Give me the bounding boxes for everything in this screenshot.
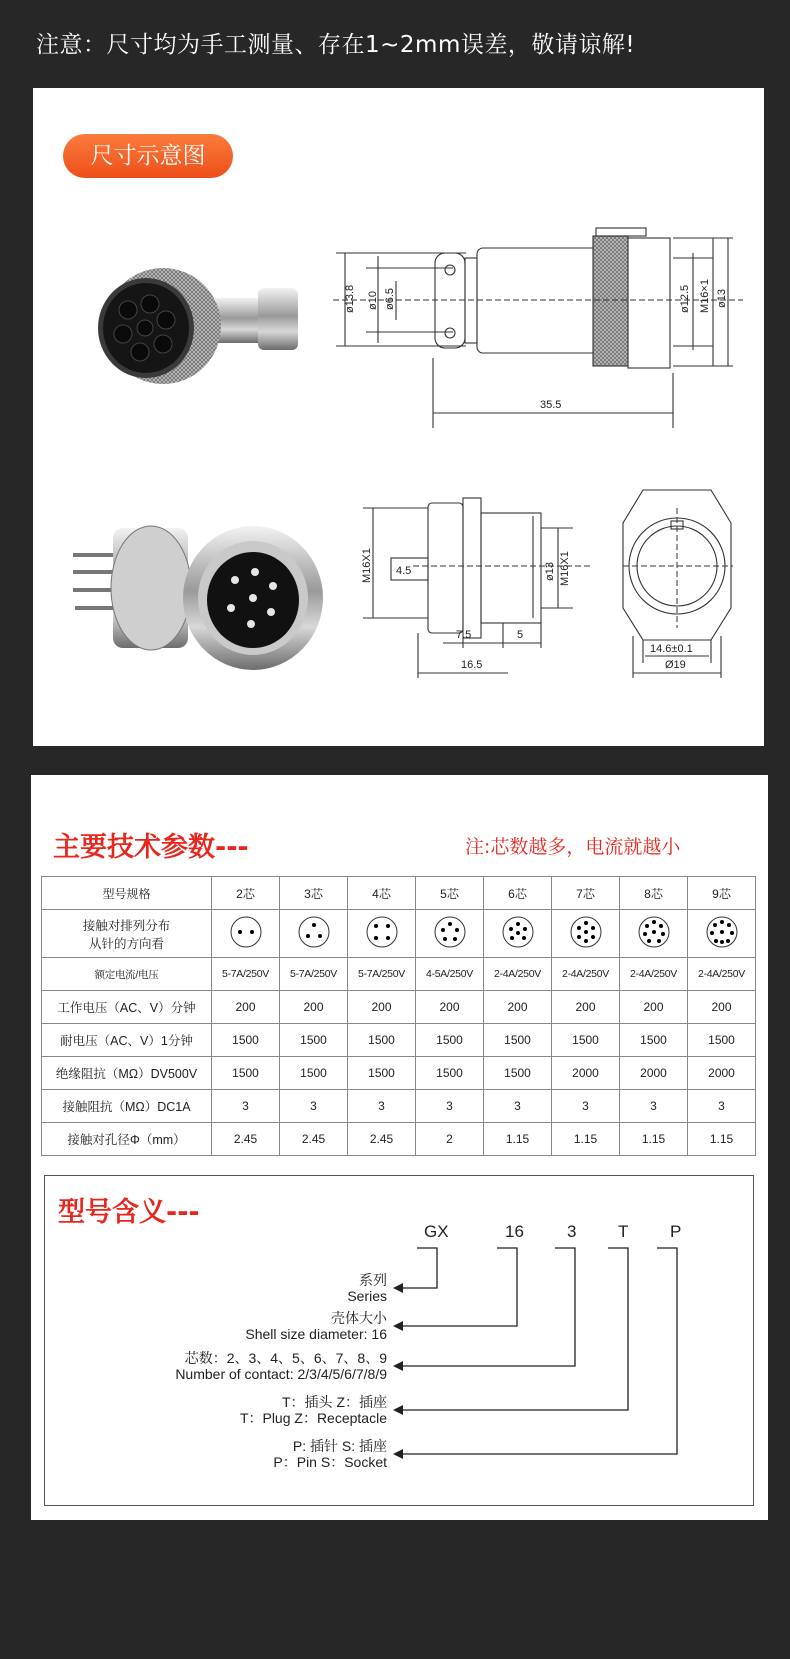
dimension-badge: 尺寸示意图 [63,134,233,178]
model-item-en: T：Plug Z：Receptacle [239,1410,387,1426]
dim-len355: 35.5 [540,399,562,411]
dim-w165: 16.5 [461,659,483,671]
model-item-en: Series [347,1288,387,1304]
model-item-cn: T：插头 Z：插座 [282,1394,387,1410]
model-item-en: P：Pin S：Socket [273,1454,387,1470]
dim-d138: ø13.8 [344,284,356,313]
table-cell: 2000 [620,1057,688,1090]
model-meaning-box [44,1175,754,1506]
table-cell: 1500 [484,1057,552,1090]
header-cell: 4芯 [348,877,416,910]
row-label: 额定电流/电压 [42,958,212,991]
code-3: 3 [567,1222,577,1241]
table-cell: 1500 [280,1024,348,1057]
dim-d125: ø12.5 [679,284,691,313]
table-cell: 200 [688,991,756,1024]
spec-table [41,876,756,1156]
table-cell: 2-4A/250V [552,958,620,991]
table-cell: 1500 [484,1024,552,1057]
model-item-series [347,1272,387,1304]
row-label: 接触阻抗（MΩ）DC1A [42,1090,212,1123]
model-item-contacts [175,1350,387,1382]
table-cell: 5-7A/250V [212,958,280,991]
table-cell: 3 [620,1090,688,1123]
header-cell: 5芯 [416,877,484,910]
table-cell: 2.45 [212,1123,280,1156]
table-cell: 5-7A/250V [348,958,416,991]
table-row [42,1090,756,1123]
model-leader-lines [45,1176,753,1505]
table-cell: 200 [348,991,416,1024]
table-cell: 1500 [348,1057,416,1090]
pin-layout-9-icon [688,910,756,958]
table-cell: 1.15 [552,1123,620,1156]
dim-d65: ø6.5 [384,287,396,310]
table-cell: 1500 [348,1024,416,1057]
row-label: 耐电压（AC、V）1分钟 [42,1024,212,1057]
table-cell: 2000 [688,1057,756,1090]
model-item-en: Number of contact: 2/3/4/5/6/7/8/9 [175,1366,387,1382]
dim-d13b: ø13 [544,562,556,581]
table-cell: 2000 [552,1057,620,1090]
spec-note: 注:芯数越多，电流就越小 [465,836,681,858]
model-item-type [240,1394,387,1426]
pin-layout-7-icon [552,910,620,958]
header-cell: 6芯 [484,877,552,910]
pin-layout-4-icon [348,910,416,958]
dimension-drawing [33,88,764,746]
table-cell: 200 [416,991,484,1024]
table-cell: 4-5A/250V [416,958,484,991]
model-item-en: Shell size diameter: 16 [245,1326,387,1342]
notice-text: 注意：尺寸均为手工测量、存在1~2mm误差，敬请谅解! [36,32,636,58]
table-row [42,1057,756,1090]
dim-m16a: M16×1 [699,279,711,313]
table-cell: 200 [620,991,688,1024]
spec-title: 主要技术参数--- [53,832,249,863]
code-p: P [670,1222,682,1241]
pin-layout-2-icon [212,910,280,958]
table-row [42,1024,756,1057]
pin-layout-6-icon [484,910,552,958]
header-cell: 9芯 [688,877,756,910]
row-label: 绝缘阻抗（MΩ）DV500V [42,1057,212,1090]
model-title: 型号含义--- [58,1197,200,1228]
pin-layout-3-icon [280,910,348,958]
table-cell: 1500 [416,1024,484,1057]
table-cell: 3 [484,1090,552,1123]
table-cell: 200 [212,991,280,1024]
table-row [42,1123,756,1156]
table-cell: 2.45 [348,1123,416,1156]
row-label: 接触对孔径Φ（mm） [42,1123,212,1156]
spec-header-row [42,877,756,910]
table-cell: 1.15 [484,1123,552,1156]
table-cell: 2-4A/250V [688,958,756,991]
table-cell: 1500 [620,1024,688,1057]
dim-w45: 4.5 [396,565,412,577]
table-cell: 2-4A/250V [484,958,552,991]
table-cell: 2 [416,1123,484,1156]
model-item-shell [245,1310,387,1342]
header-cell: 7芯 [552,877,620,910]
dim-w5: 5 [517,629,524,641]
table-cell: 5-7A/250V [280,958,348,991]
header-cell: 2芯 [212,877,280,910]
pin-layout-8-icon [620,910,688,958]
dim-d13a: ø13 [716,289,728,308]
table-cell: 1500 [280,1057,348,1090]
code-t: T [618,1222,629,1241]
dim-m16b: M16X1 [361,548,373,583]
header-cell: 8芯 [620,877,688,910]
table-cell: 1500 [552,1024,620,1057]
dim-w75: 7.5 [456,629,472,641]
model-item-cn: P: 插针 S: 插座 [292,1438,387,1454]
dim-d10: ø10 [367,291,379,310]
pin-layout-5-icon [416,910,484,958]
table-cell: 1.15 [688,1123,756,1156]
row-label: 工作电压（AC、V）分钟 [42,991,212,1024]
model-item-cn: 芯数：2、3、4、5、6、7、8、9 [184,1350,387,1366]
dimension-panel [33,88,764,746]
dim-nut19: Ø19 [665,659,686,671]
table-cell: 3 [280,1090,348,1123]
pin-layout-row [42,910,756,958]
dim-m16c: M16X1 [559,551,571,586]
table-cell: 2.45 [280,1123,348,1156]
model-item-pin [273,1438,387,1470]
code-16: 16 [505,1222,524,1241]
table-row [42,991,756,1024]
table-row [42,958,756,991]
dim-nut146: 14.6±0.1 [650,643,693,655]
model-item-cn: 系列 [359,1272,387,1288]
table-cell: 1500 [212,1024,280,1057]
pin-layout-label-line2: 从针的方向看 [88,936,164,951]
table-cell: 200 [280,991,348,1024]
table-cell: 3 [416,1090,484,1123]
table-cell: 3 [688,1090,756,1123]
table-cell: 3 [348,1090,416,1123]
model-item-cn: 壳体大小 [331,1310,387,1326]
header-cell: 3芯 [280,877,348,910]
table-cell: 3 [212,1090,280,1123]
spec-panel [31,775,768,1520]
table-cell: 1.15 [620,1123,688,1156]
table-cell: 200 [552,991,620,1024]
table-cell: 1500 [688,1024,756,1057]
code-gx: GX [424,1222,449,1241]
table-cell: 2-4A/250V [620,958,688,991]
pin-layout-label-line1: 接触对排列分布 [82,918,171,933]
table-cell: 1500 [212,1057,280,1090]
pin-layout-label [42,910,212,958]
table-cell: 3 [552,1090,620,1123]
header-cell: 型号规格 [42,877,212,910]
table-cell: 1500 [416,1057,484,1090]
table-cell: 200 [484,991,552,1024]
